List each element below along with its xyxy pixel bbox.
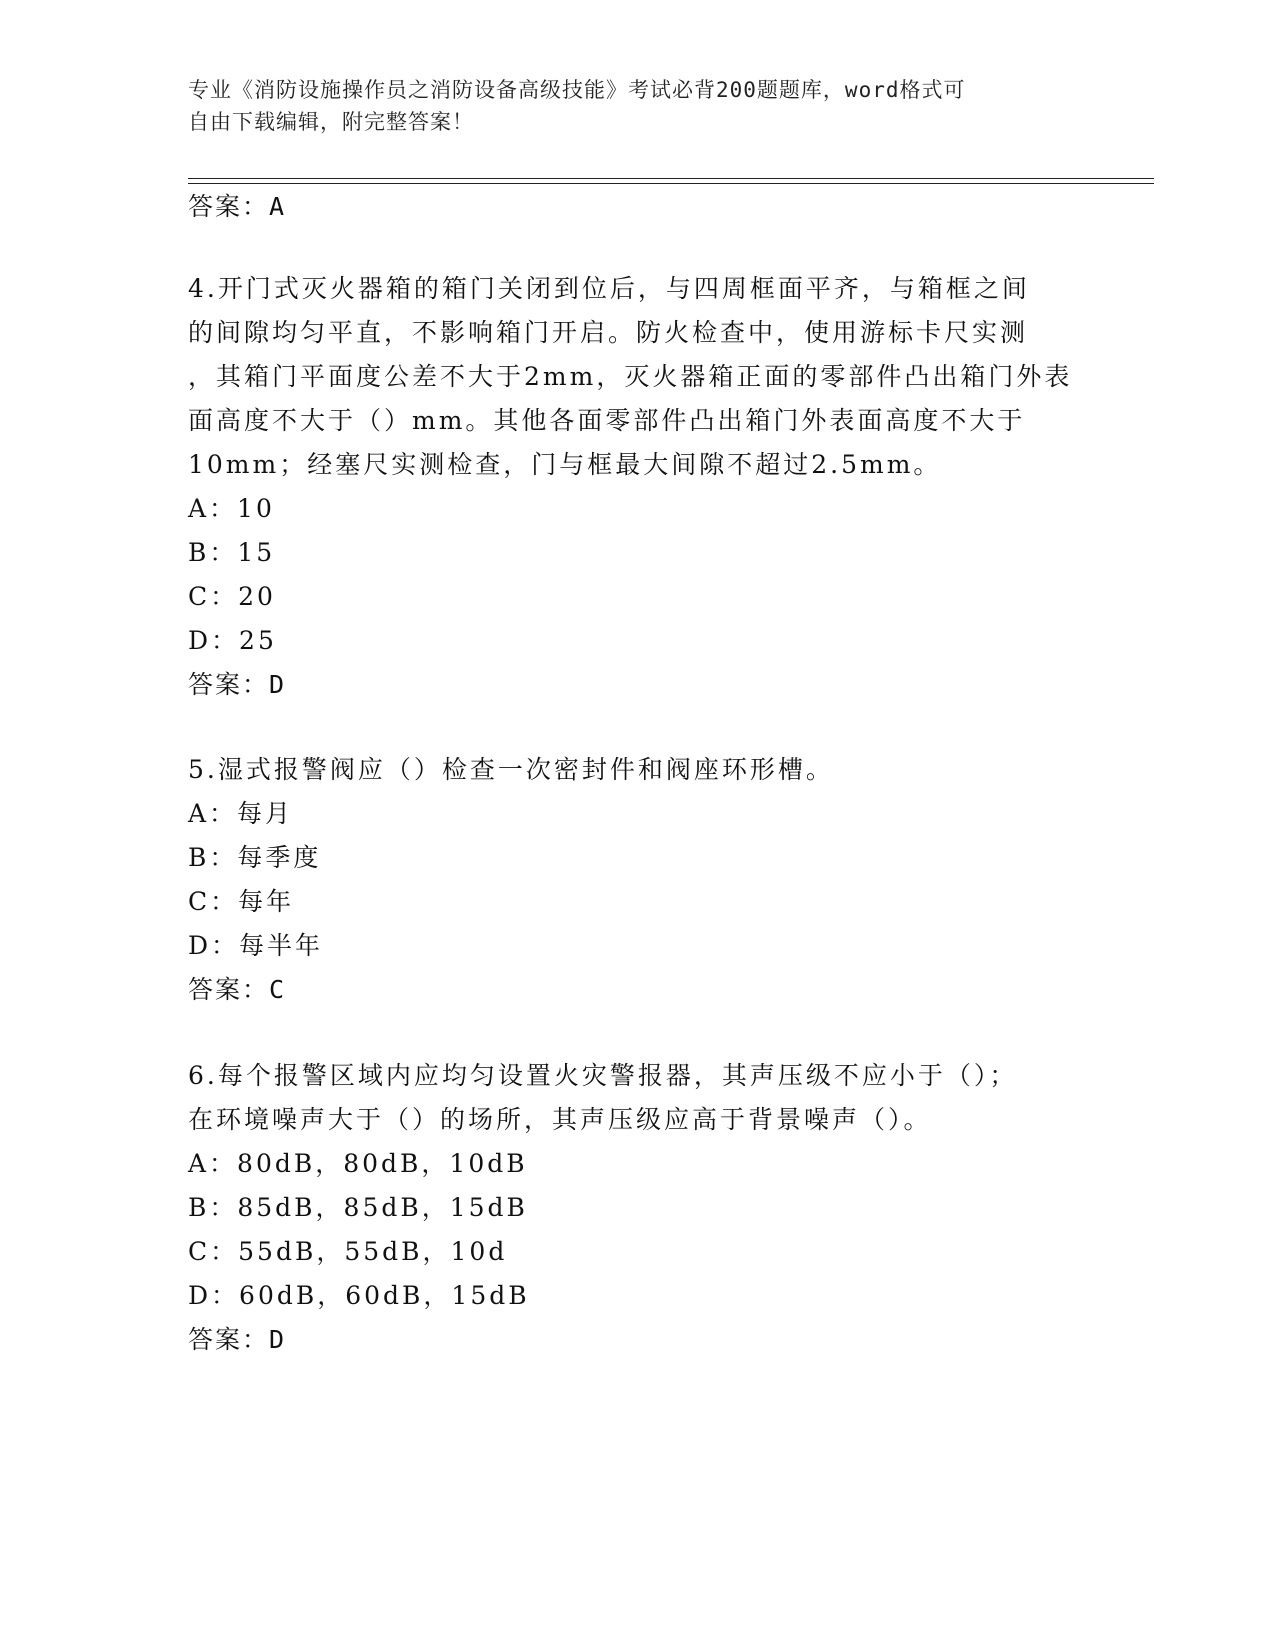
question-text-line: 5.湿式报警阀应（）检查一次密封件和阀座环形槽。	[188, 755, 834, 784]
answer-label: 答案：	[188, 670, 270, 699]
header-divider-bottom	[188, 183, 1154, 184]
answer-line	[188, 670, 286, 700]
option-d: D：25	[188, 626, 277, 655]
answer-value: C	[269, 975, 287, 1004]
question-text-line: 4.开门式灭火器箱的箱门关闭到位后，与四周框面平齐，与箱框之间	[188, 274, 1030, 303]
option-d: D：60dB，60dB，15dB	[188, 1281, 530, 1310]
question-text-line: ，其箱门平面度公差不大于2mm，灭火器箱正面的零部件凸出箱门外表	[188, 362, 1073, 391]
answer-line	[188, 975, 286, 1005]
option-a: A：10	[188, 494, 275, 523]
answer-label: 答案：	[188, 1325, 270, 1354]
answer-label: 答案：	[188, 975, 270, 1004]
question-text-line: 在环境噪声大于（）的场所，其声压级应高于背景噪声（）。	[188, 1105, 932, 1134]
answer-value: A	[269, 192, 287, 221]
option-b: B：每季度	[188, 843, 322, 872]
option-c: C：20	[188, 582, 276, 611]
answer-label: 答案：	[188, 192, 270, 221]
option-c: C：55dB，55dB，10d	[188, 1237, 508, 1266]
option-d: D：每半年	[188, 931, 324, 960]
header-divider-top	[188, 178, 1154, 179]
answer-line	[188, 192, 286, 222]
answer-value: D	[269, 670, 287, 699]
document-header	[188, 74, 1068, 138]
answer-line	[188, 1325, 286, 1355]
option-a: A：每月	[188, 799, 294, 828]
header-line-1: 专业《消防设施操作员之消防设备高级技能》考试必背200题题库，word格式可	[188, 78, 966, 102]
option-b: B：85dB，85dB，15dB	[188, 1193, 528, 1222]
question-text-line: 的间隙均匀平直，不影响箱门开启。防火检查中，使用游标卡尺实测	[188, 318, 1029, 347]
option-a: A：80dB，80dB，10dB	[188, 1149, 528, 1178]
question-text-line: 6.每个报警区域内应均匀设置火灾警报器，其声压级不应小于（）；	[188, 1061, 1018, 1090]
answer-value: D	[269, 1325, 287, 1354]
option-b: B：15	[188, 538, 276, 567]
option-c: C：每年	[188, 887, 295, 916]
question-text-line: 面高度不大于（）mm。其他各面零部件凸出箱门外表面高度不大于	[188, 406, 1026, 435]
header-line-2: 自由下载编辑，附完整答案！	[188, 110, 474, 134]
question-text-line: 10mm；经塞尺实测检查，门与框最大间隙不超过2.5mm。	[188, 450, 942, 479]
